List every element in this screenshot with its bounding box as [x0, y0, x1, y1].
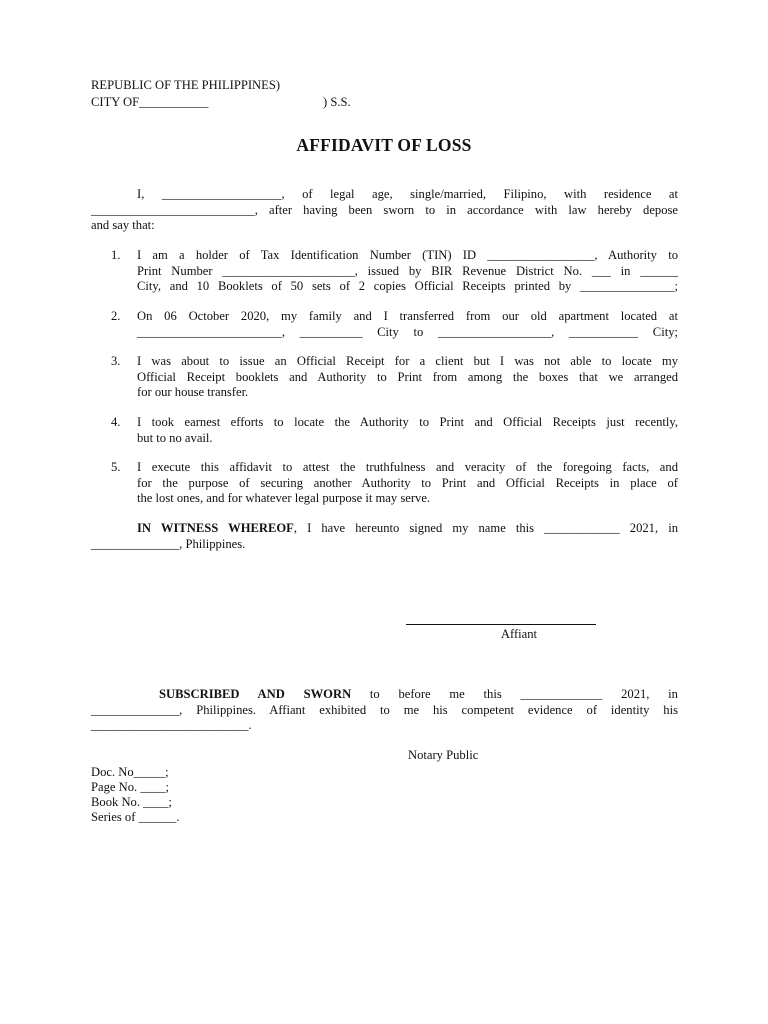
item-line: but to no avail.	[137, 430, 213, 445]
jurat-paragraph	[91, 687, 678, 734]
item-number: 4.	[111, 415, 121, 429]
witness-paragraph	[91, 521, 678, 552]
doc-no: Doc. No_____;	[91, 765, 169, 779]
venue-republic: REPUBLIC OF THE PHILIPPINES)	[91, 78, 281, 92]
list-item	[137, 309, 678, 340]
item-line: I am a holder of Tax Identification Number (TIN) ID _________________, Authority to	[137, 248, 678, 262]
item-line: On 06 October 2020, my family and I transferred from our old apartment located at	[137, 309, 678, 323]
item-number: 2.	[111, 309, 121, 323]
list-item	[137, 354, 678, 401]
item-line: I execute this affidavit to attest the truthfulness and veracity of the foregoing facts, and	[137, 460, 678, 474]
jurat-text: to before me this _____________ 2021, in	[351, 687, 678, 701]
witness-text: , I have hereunto signed my name this ____________ 2021, in	[293, 521, 678, 535]
intro-line: and say that:	[91, 218, 155, 232]
venue-ss: ) S.S.	[323, 95, 351, 109]
item-number: 3.	[111, 354, 121, 368]
item-line: for the purpose of securing another Authority to Print and Official Receipts in place of	[137, 475, 678, 490]
witness-bold: IN WITNESS WHEREOF	[137, 521, 294, 535]
item-line: Print Number _____________________, issued by BIR Revenue District No. ___ in ______	[137, 263, 678, 278]
witness-line: ______________, Philippines.	[91, 536, 246, 551]
item-number: 1.	[111, 248, 121, 262]
jurat-line: _________________________.	[91, 718, 252, 732]
book-no: Book No. ____;	[91, 795, 172, 809]
jurat-line	[91, 687, 678, 703]
item-line: the lost ones, and for whatever legal purpose it may serve.	[137, 491, 431, 505]
item-line: I took earnest efforts to locate the Authority to Print and Official Receipts just recently,	[137, 415, 678, 429]
item-number: 5.	[111, 460, 121, 474]
page-no: Page No. ____;	[91, 780, 170, 794]
affiant-label: Affiant	[500, 627, 538, 641]
intro-line: I, ___________________, of legal age, single/married, Filipino, with residence at	[137, 187, 678, 201]
item-line: City, and 10 Booklets of 50 sets of 2 copies Official Receipts printed by _______________;	[137, 279, 678, 293]
intro-line: __________________________, after having been sworn to in accordance with law hereby depose	[91, 202, 678, 217]
intro-paragraph	[91, 187, 678, 234]
list-item	[137, 460, 678, 507]
item-line: Official Receipt booklets and Authority to Print from among the boxes that we arranged	[137, 369, 678, 384]
notary-label: Notary Public	[408, 748, 479, 762]
document-title: AFFIDAVIT OF LOSS	[296, 135, 472, 155]
series-of: Series of ______.	[91, 810, 180, 824]
item-line: I was about to issue an Official Receipt for a client but I was not able to locate my	[137, 354, 678, 368]
list-item	[137, 248, 678, 295]
signature-line	[406, 624, 596, 625]
item-line: for our house transfer.	[137, 385, 249, 399]
venue-city: CITY OF___________	[91, 95, 209, 109]
jurat-bold: SUBSCRIBED AND SWORN	[159, 687, 352, 701]
item-line: _______________________, __________ City to __________________, ___________ City;	[137, 324, 678, 339]
witness-line	[91, 521, 678, 537]
list-item	[137, 415, 678, 446]
jurat-line: ______________, Philippines. Affiant exhibited to me his competent evidence of identity his	[91, 702, 678, 717]
